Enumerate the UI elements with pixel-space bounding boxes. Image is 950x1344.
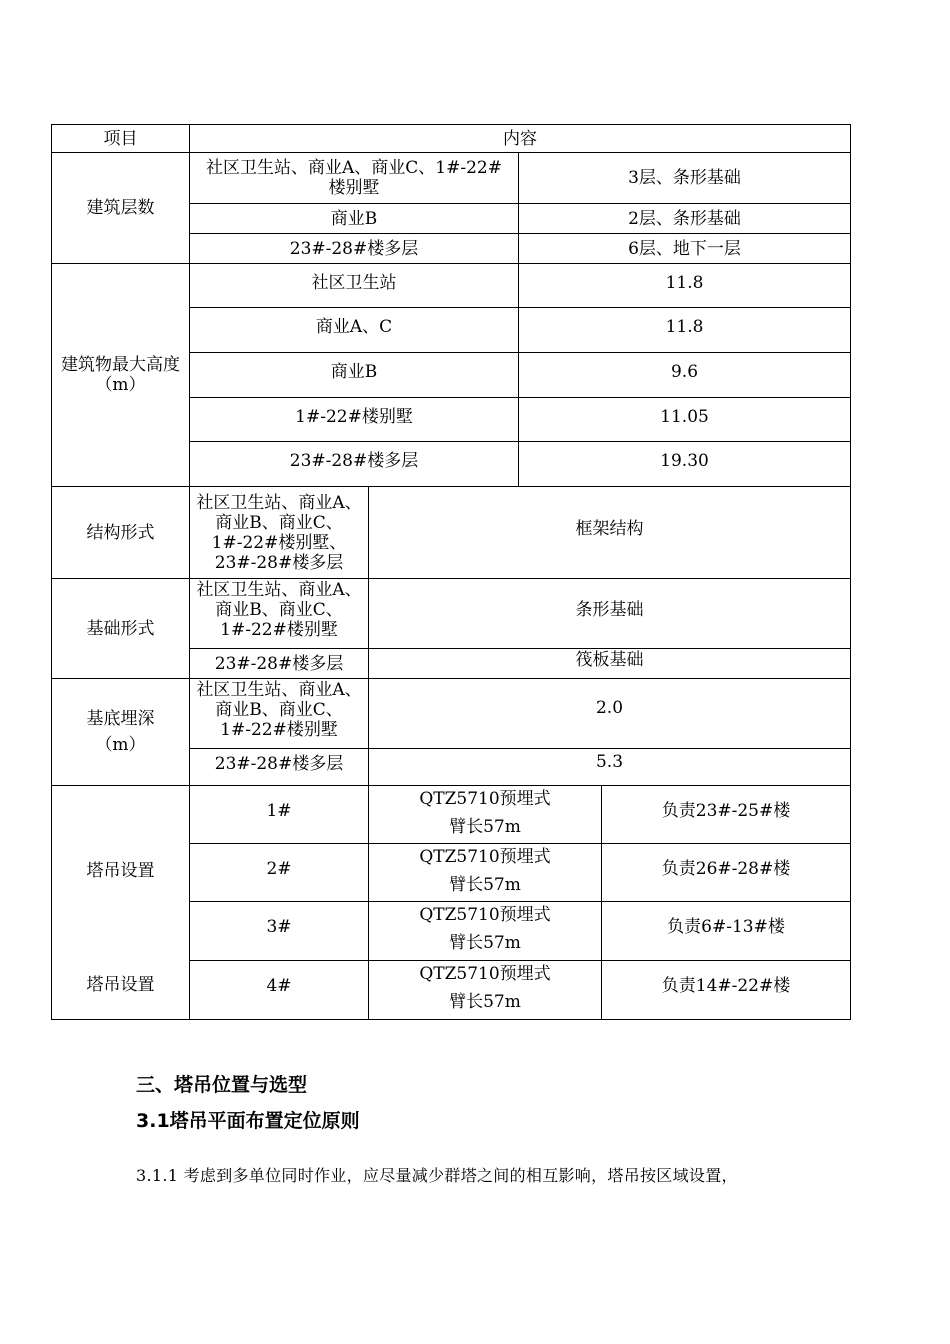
height-name-5: 23#-28#楼多层 xyxy=(289,451,419,471)
foundation-name-1: 社区卫生站、商业A、商业B、商业C、1#-22#楼别墅 xyxy=(196,580,362,640)
crane-arm-text-2: 臂长57m xyxy=(449,875,521,895)
height-value-5: 19.30 xyxy=(660,451,709,471)
section-paragraph: 3.1.1 考虑到多单位同时作业，应尽量减少群塔之间的相互影响，塔吊按区域设置， xyxy=(136,1166,738,1185)
crane-model-text-2: QTZ5710预埋式 xyxy=(419,847,551,867)
depth-value-1: 2.0 xyxy=(595,698,624,718)
section-heading: 三、塔吊位置与选型 xyxy=(136,1074,308,1096)
crane-duty-2: 负责26#-28#楼 xyxy=(661,859,791,879)
height-value-1: 11.8 xyxy=(665,273,704,293)
floors-name-3: 23#-28#楼多层 xyxy=(289,238,419,259)
crane-no-2: 2# xyxy=(266,859,292,879)
section-subheading: 3.1塔吊平面布置定位原则 xyxy=(136,1110,360,1132)
crane-duty-1: 负责23#-25#楼 xyxy=(661,801,791,821)
cranes-label-repeat: 塔吊设置 xyxy=(86,975,155,995)
height-label: 建筑物最大高度（m） xyxy=(61,355,180,395)
height-name-2: 商业A、C xyxy=(315,317,393,337)
height-value-3: 9.6 xyxy=(670,362,699,382)
crane-arm-text-4: 臂长57m xyxy=(449,992,521,1012)
cranes-label: 塔吊设置 xyxy=(86,861,155,881)
floors-label: 建筑层数 xyxy=(86,198,155,218)
floors-value-3: 6层、地下一层 xyxy=(628,238,741,259)
foundation-value-2: 筏板基础 xyxy=(575,650,644,670)
foundation-label: 基础形式 xyxy=(86,618,155,639)
header-item: 项目 xyxy=(103,128,138,149)
floors-value-2: 2层、条形基础 xyxy=(628,208,741,229)
crane-no-3: 3# xyxy=(266,917,292,937)
floors-name-2: 商业B xyxy=(330,208,378,229)
crane-duty-3: 负责6#-13#楼 xyxy=(667,917,785,937)
structure-scope: 社区卫生站、商业A、商业B、商业C、1#-22#楼别墅、23#-28#楼多层 xyxy=(196,492,362,573)
crane-no-4: 4# xyxy=(266,976,292,996)
crane-model-text-4: QTZ5710预埋式 xyxy=(419,964,551,984)
crane-arm-text-1: 臂长57m xyxy=(449,817,521,837)
crane-arm-text-3: 臂长57m xyxy=(449,933,521,953)
crane-model-text-1: QTZ5710预埋式 xyxy=(419,789,551,809)
foundation-name-2: 23#-28#楼多层 xyxy=(214,653,344,674)
crane-model-3 xyxy=(369,902,601,956)
crane-model-1 xyxy=(369,786,601,840)
height-value-2: 11.8 xyxy=(665,317,704,337)
depth-name-1: 社区卫生站、商业A、商业B、商业C、1#-22#楼别墅 xyxy=(196,680,362,740)
crane-model-text-3: QTZ5710预埋式 xyxy=(419,905,551,925)
floors-name-1: 社区卫生站、商业A、商业C、1#-22#楼别墅 xyxy=(206,158,502,198)
crane-no-1: 1# xyxy=(266,801,292,821)
depth-name-2: 23#-28#楼多层 xyxy=(214,754,344,774)
depth-value-2: 5.3 xyxy=(595,751,624,772)
depth-label: 基底埋深（m） xyxy=(86,709,155,755)
height-value-4: 11.05 xyxy=(660,407,709,427)
crane-duty-4: 负责14#-22#楼 xyxy=(661,976,791,996)
crane-model-4 xyxy=(369,961,601,1015)
foundation-value-1: 条形基础 xyxy=(575,600,644,620)
structure-label: 结构形式 xyxy=(86,522,155,543)
height-name-3: 商业B xyxy=(330,362,378,382)
height-name-1: 社区卫生站 xyxy=(311,273,397,293)
height-name-4: 1#-22#楼别墅 xyxy=(295,407,413,427)
structure-value: 框架结构 xyxy=(575,519,644,539)
header-content: 内容 xyxy=(503,128,537,149)
crane-model-2 xyxy=(369,844,601,898)
floors-value-1: 3层、条形基础 xyxy=(628,168,741,188)
